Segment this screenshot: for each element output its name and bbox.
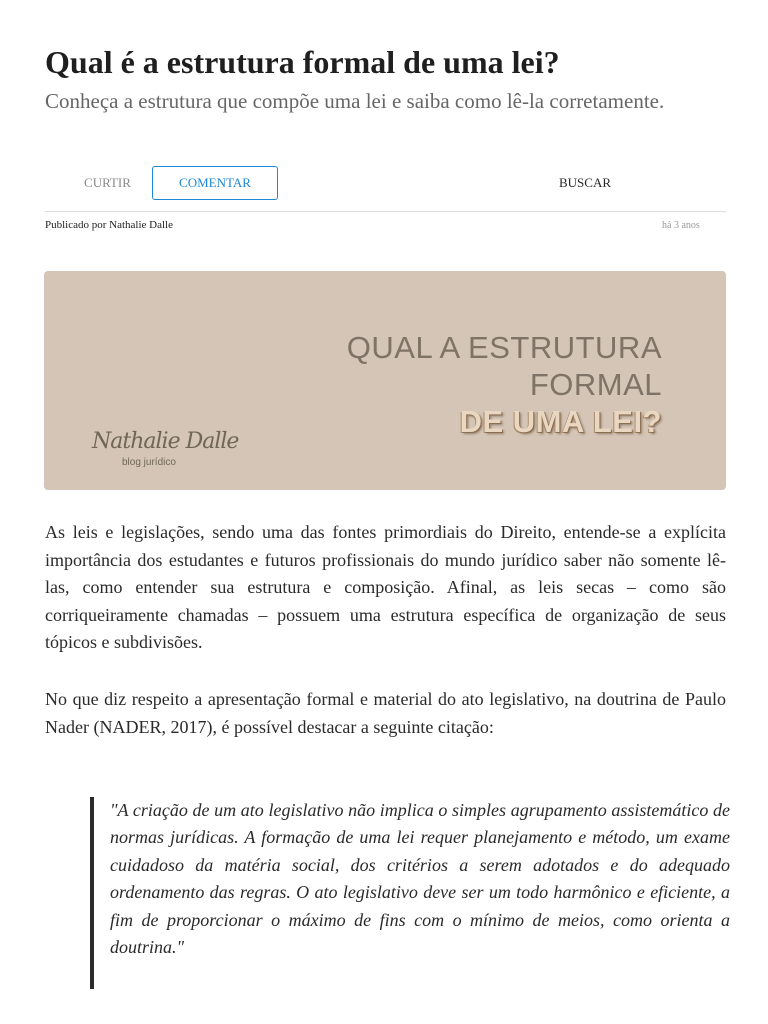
banner-title-line-3: DE UMA LEI? bbox=[459, 404, 662, 439]
citation-blockquote bbox=[90, 797, 730, 989]
page-subtitle: Conheça a estrutura que compõe uma lei e saiba como lê-la corretamente. bbox=[45, 89, 665, 113]
like-button[interactable]: CURTIR bbox=[65, 166, 150, 200]
blog-logo bbox=[92, 429, 242, 473]
search-button[interactable]: BUSCAR bbox=[540, 166, 630, 200]
author-byline[interactable]: Publicado por Nathalie Dalle bbox=[45, 219, 173, 231]
article-banner-image bbox=[44, 271, 726, 490]
comment-button[interactable]: COMENTAR bbox=[152, 166, 278, 200]
body-paragraph-2: No que diz respeito a apresentação formal e material do ato legislativo, na doutrina de Paulo Nader (NADER, 2017), é possível destacar a seguinte citação: bbox=[45, 689, 726, 737]
banner-title-line-1: QUAL A ESTRUTURA bbox=[346, 330, 662, 365]
logo-signature: Nathalie Dalle bbox=[92, 429, 239, 454]
citation-text: "A criação de um ato legislativo não implica o simples agrupamento assistemático de normas jurídicas. A formação de uma lei requer planejamento e método, um exame cuidadoso da matéria social, dos critérios a serem adotados e do adequado ordenamento das regras. O ato legislativo deve ser um todo harmônico e eficiente, a fim de proporcionar o máximo de fins com o mínimo de meios, como orienta a doutrina." bbox=[110, 800, 730, 958]
logo-tagline: blog jurídico bbox=[122, 457, 176, 468]
publish-time: há 3 anos bbox=[662, 220, 700, 231]
banner-title-line-2: FORMAL bbox=[529, 367, 662, 402]
body-paragraph-1: As leis e legislações, sendo uma das fontes primordiais do Direito, entende-se a explícita importância dos estudantes e futuros profissionais do mundo jurídico saber não somente lê-las, como entender sua estrutura e composição. Afinal, as leis secas – como são corriqueiramente chamadas – possuem uma estrutura específica de organização de seus tópicos e subdivisões. bbox=[45, 522, 726, 652]
page-title: Qual é a estrutura formal de uma lei? bbox=[45, 44, 560, 80]
toolbar-divider bbox=[45, 211, 726, 212]
article-toolbar bbox=[45, 166, 726, 202]
